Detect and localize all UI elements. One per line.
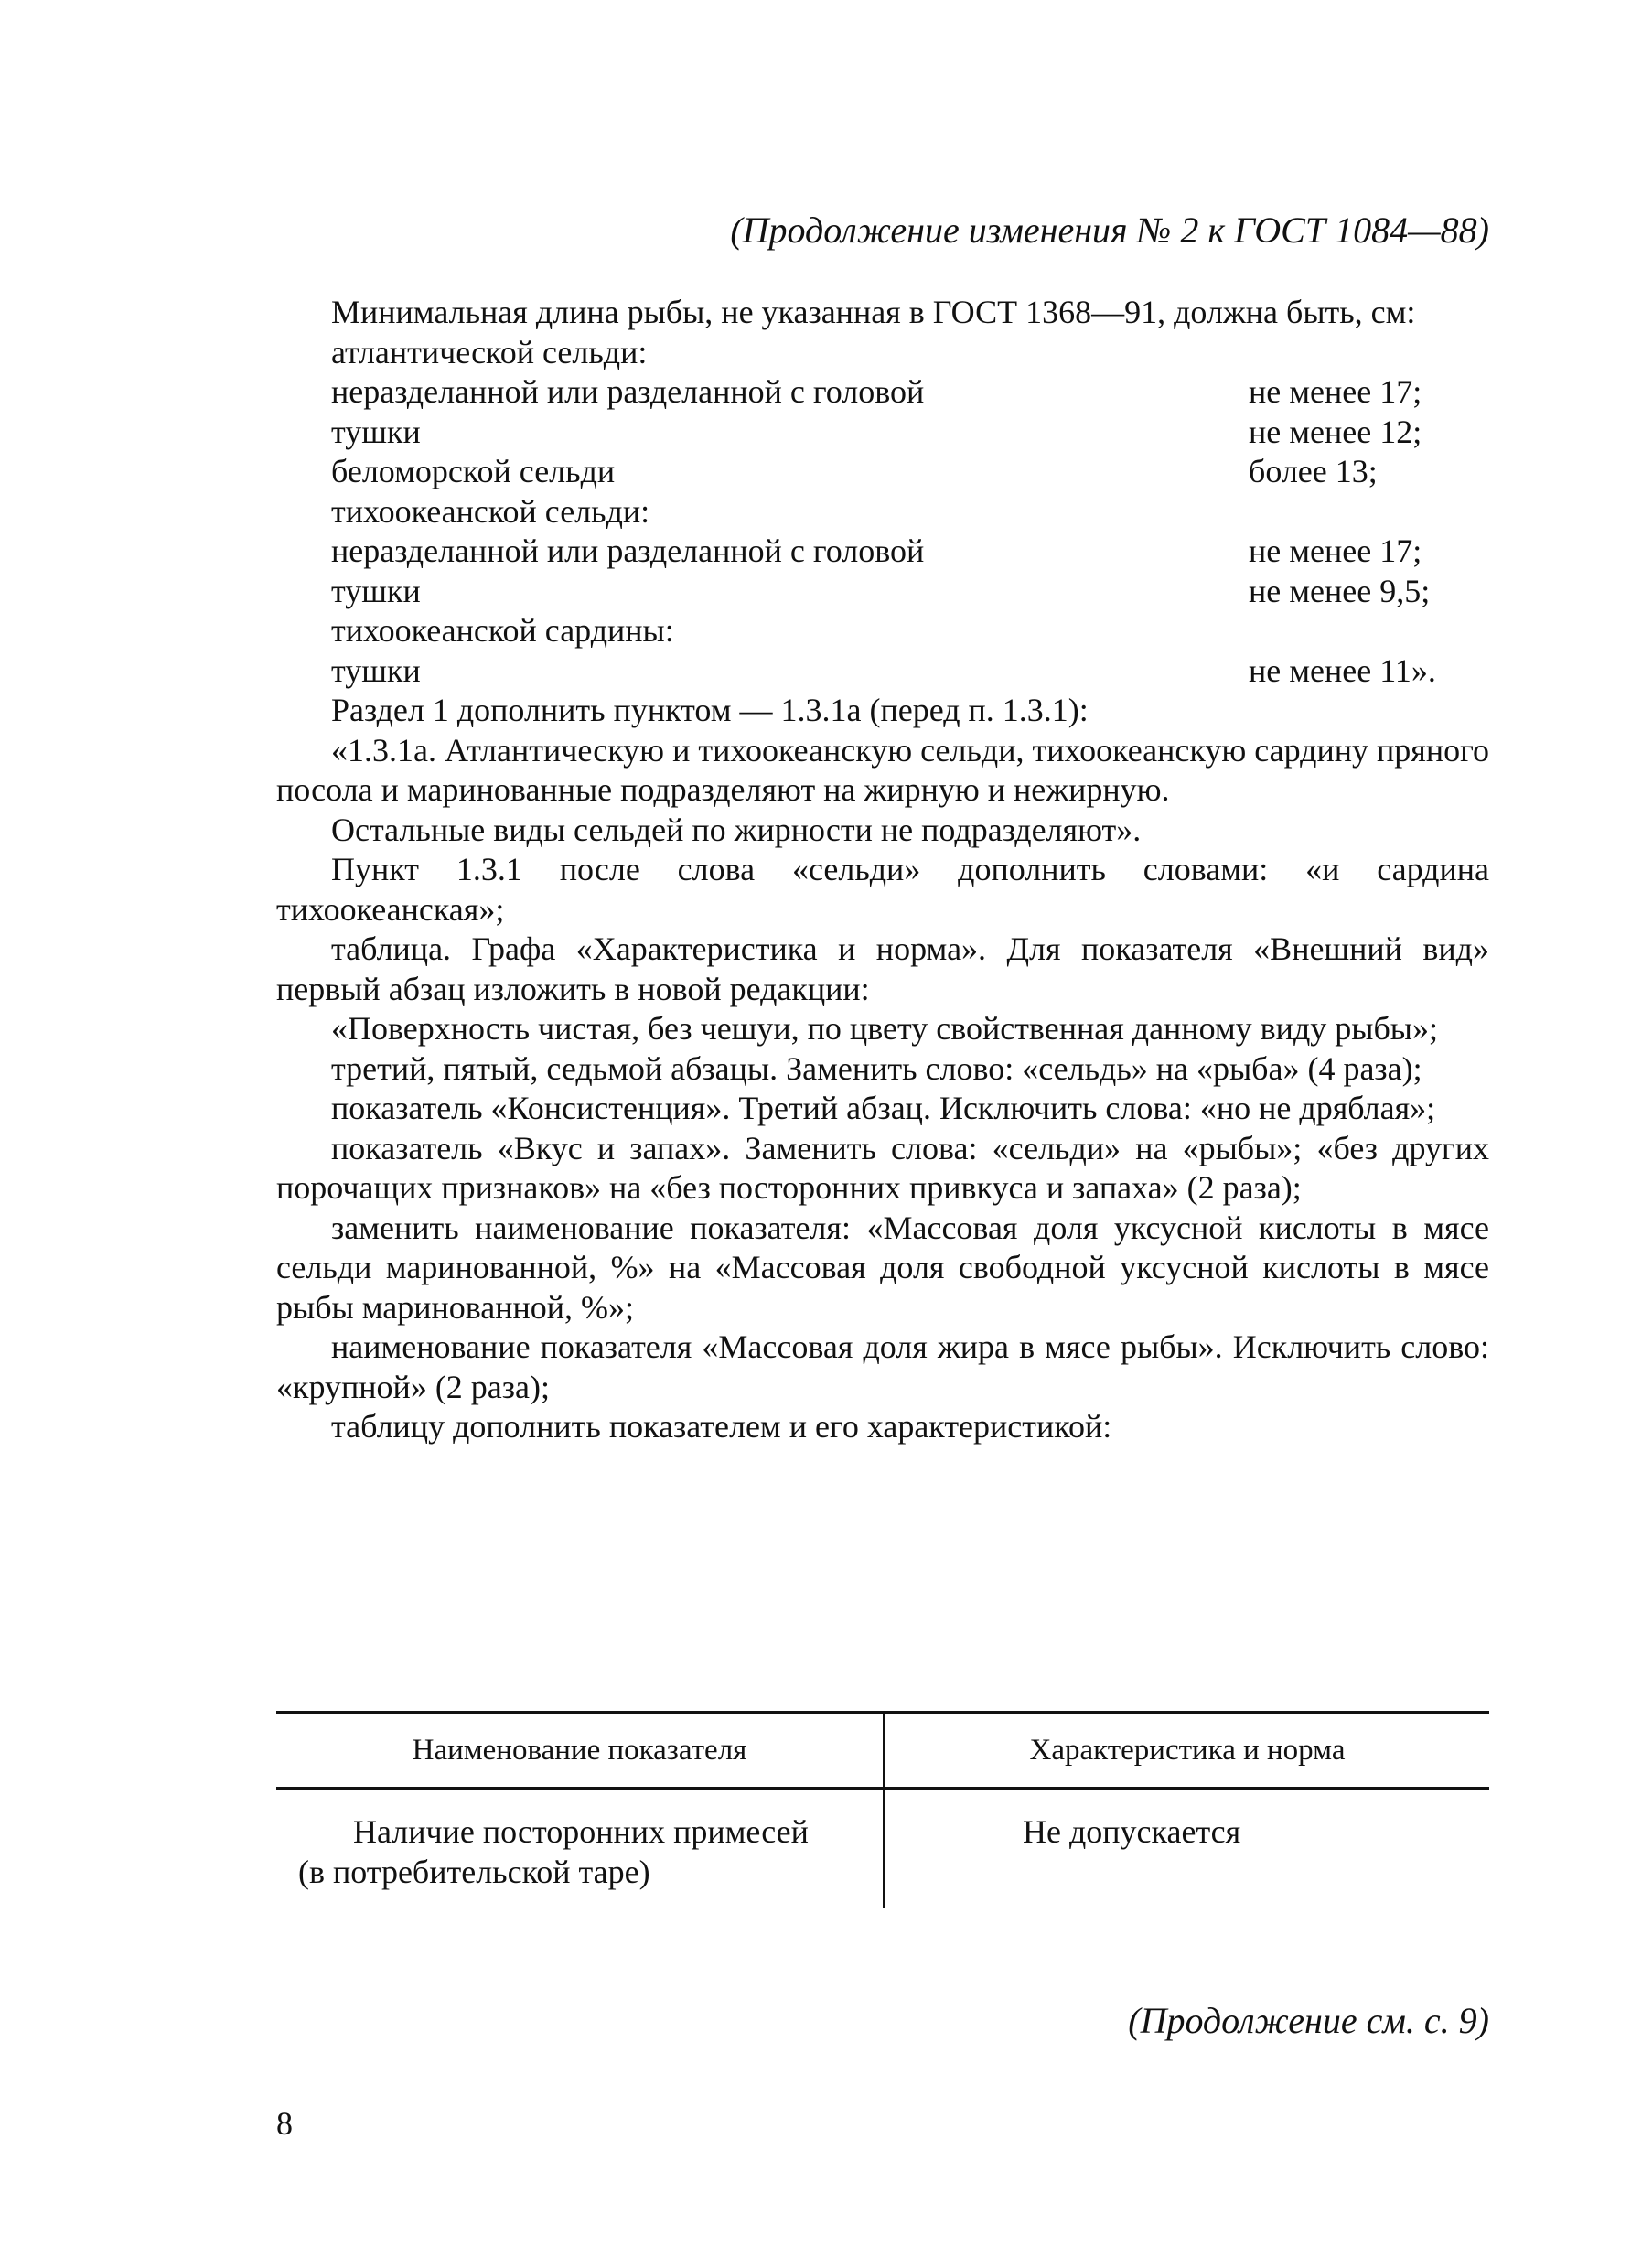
length-row [276, 372, 1489, 413]
table-cell-value: Не допускается [1023, 1813, 1241, 1850]
paragraph: «1.3.1а. Атлантическую и тихоокеанскую сельди, тихоокеанскую сардину пряного посола и маринованные подразделяют на жирную и нежирную. [276, 731, 1489, 808]
length-label: атлантической сельди: [331, 333, 648, 371]
length-label: тушки [331, 572, 421, 609]
paragraph: заменить наименование показателя: «Массовая доля уксусной кислоты в мясе сельди маринованной, %» на «Массовая доля свободной уксусной кислоты в мясе рыбы маринованной, %»; [276, 1209, 1489, 1326]
indicator-table [276, 1711, 1489, 1908]
body-text [276, 293, 1489, 1447]
paragraph: «Поверхность чистая, без чешуи, по цвету свойственная данному виду рыбы»; [331, 1010, 1438, 1047]
indicator-name-line: Наличие посторонних примесей [353, 1813, 809, 1850]
length-value [1249, 492, 1489, 532]
length-value: не менее 17; [1249, 532, 1422, 569]
table-cell-name [276, 1790, 885, 1908]
length-value: не менее 17; [1249, 373, 1422, 410]
length-label: тушки [331, 651, 421, 689]
length-row [276, 611, 1489, 651]
paragraph: наименование показателя «Массовая доля жира в мясе рыбы». Исключить слово: «крупной» (2 раза); [276, 1328, 1489, 1405]
length-row [276, 532, 1489, 572]
length-row [276, 572, 1489, 612]
paragraph: таблица. Графа «Характеристика и норма». Для показателя «Внешний вид» первый абзац изложить в новой редакции: [276, 930, 1489, 1007]
length-row [276, 492, 1489, 532]
length-value: более 13; [1249, 453, 1378, 489]
intro-paragraph: Минимальная длина рыбы, не указанная в ГОСТ 1368—91, должна быть, см: [331, 294, 1416, 330]
indicator-name-line: (в потребительской таре) [298, 1854, 650, 1890]
paragraph: третий, пятый, седьмой абзацы. Заменить слово: «сельдь» на «рыба» (4 раза); [331, 1049, 1422, 1087]
length-label: неразделанной или разделанной с головой [331, 373, 925, 410]
length-label: неразделанной или разделанной с головой [331, 532, 925, 569]
length-row [276, 651, 1489, 692]
table-header-row [276, 1714, 1489, 1787]
length-value: не менее 11». [1249, 651, 1436, 689]
paragraph: показатель «Вкус и запах». Заменить слова: «сельди» на «рыбы»; «без других порочащих признаков» на «без посторонних привкуса и запаха» (2 раза); [276, 1129, 1489, 1206]
length-row [276, 333, 1489, 373]
length-row [276, 452, 1489, 492]
page-number: 8 [276, 2105, 293, 2142]
length-value: не менее 9,5; [1249, 572, 1431, 609]
paragraph: Пункт 1.3.1 после слова «сельди» дополнить словами: «и сардина тихоокеанская»; [276, 851, 1489, 928]
paragraph: показатель «Консистенция». Третий абзац. Исключить слова: «но не дряблая»; [331, 1090, 1436, 1126]
length-value [1249, 611, 1489, 651]
paragraph: Остальные виды сельдей по жирности не подразделяют». [331, 811, 1142, 848]
page-header: (Продолжение изменения № 2 к ГОСТ 1084—88) [730, 210, 1489, 251]
paragraph: Раздел 1 дополнить пунктом — 1.3.1а (перед п. 1.3.1): [331, 692, 1089, 728]
length-label: тихоокеанской сардины: [331, 612, 674, 649]
length-label: беломорской сельди [331, 453, 616, 489]
table-row [276, 1790, 1489, 1908]
table-header-cell: Наименование показателя [276, 1714, 885, 1787]
length-row [276, 413, 1489, 453]
length-label: тихоокеанской сельди: [331, 492, 650, 530]
continuation-note: (Продолжение см. с. 9) [1128, 2000, 1489, 2041]
length-value [1249, 333, 1489, 373]
table-header-cell: Характеристика и норма [1029, 1733, 1346, 1767]
length-label: тушки [331, 413, 421, 450]
length-value: не менее 12; [1249, 413, 1422, 450]
paragraph: таблицу дополнить показателем и его характеристикой: [331, 1408, 1112, 1445]
